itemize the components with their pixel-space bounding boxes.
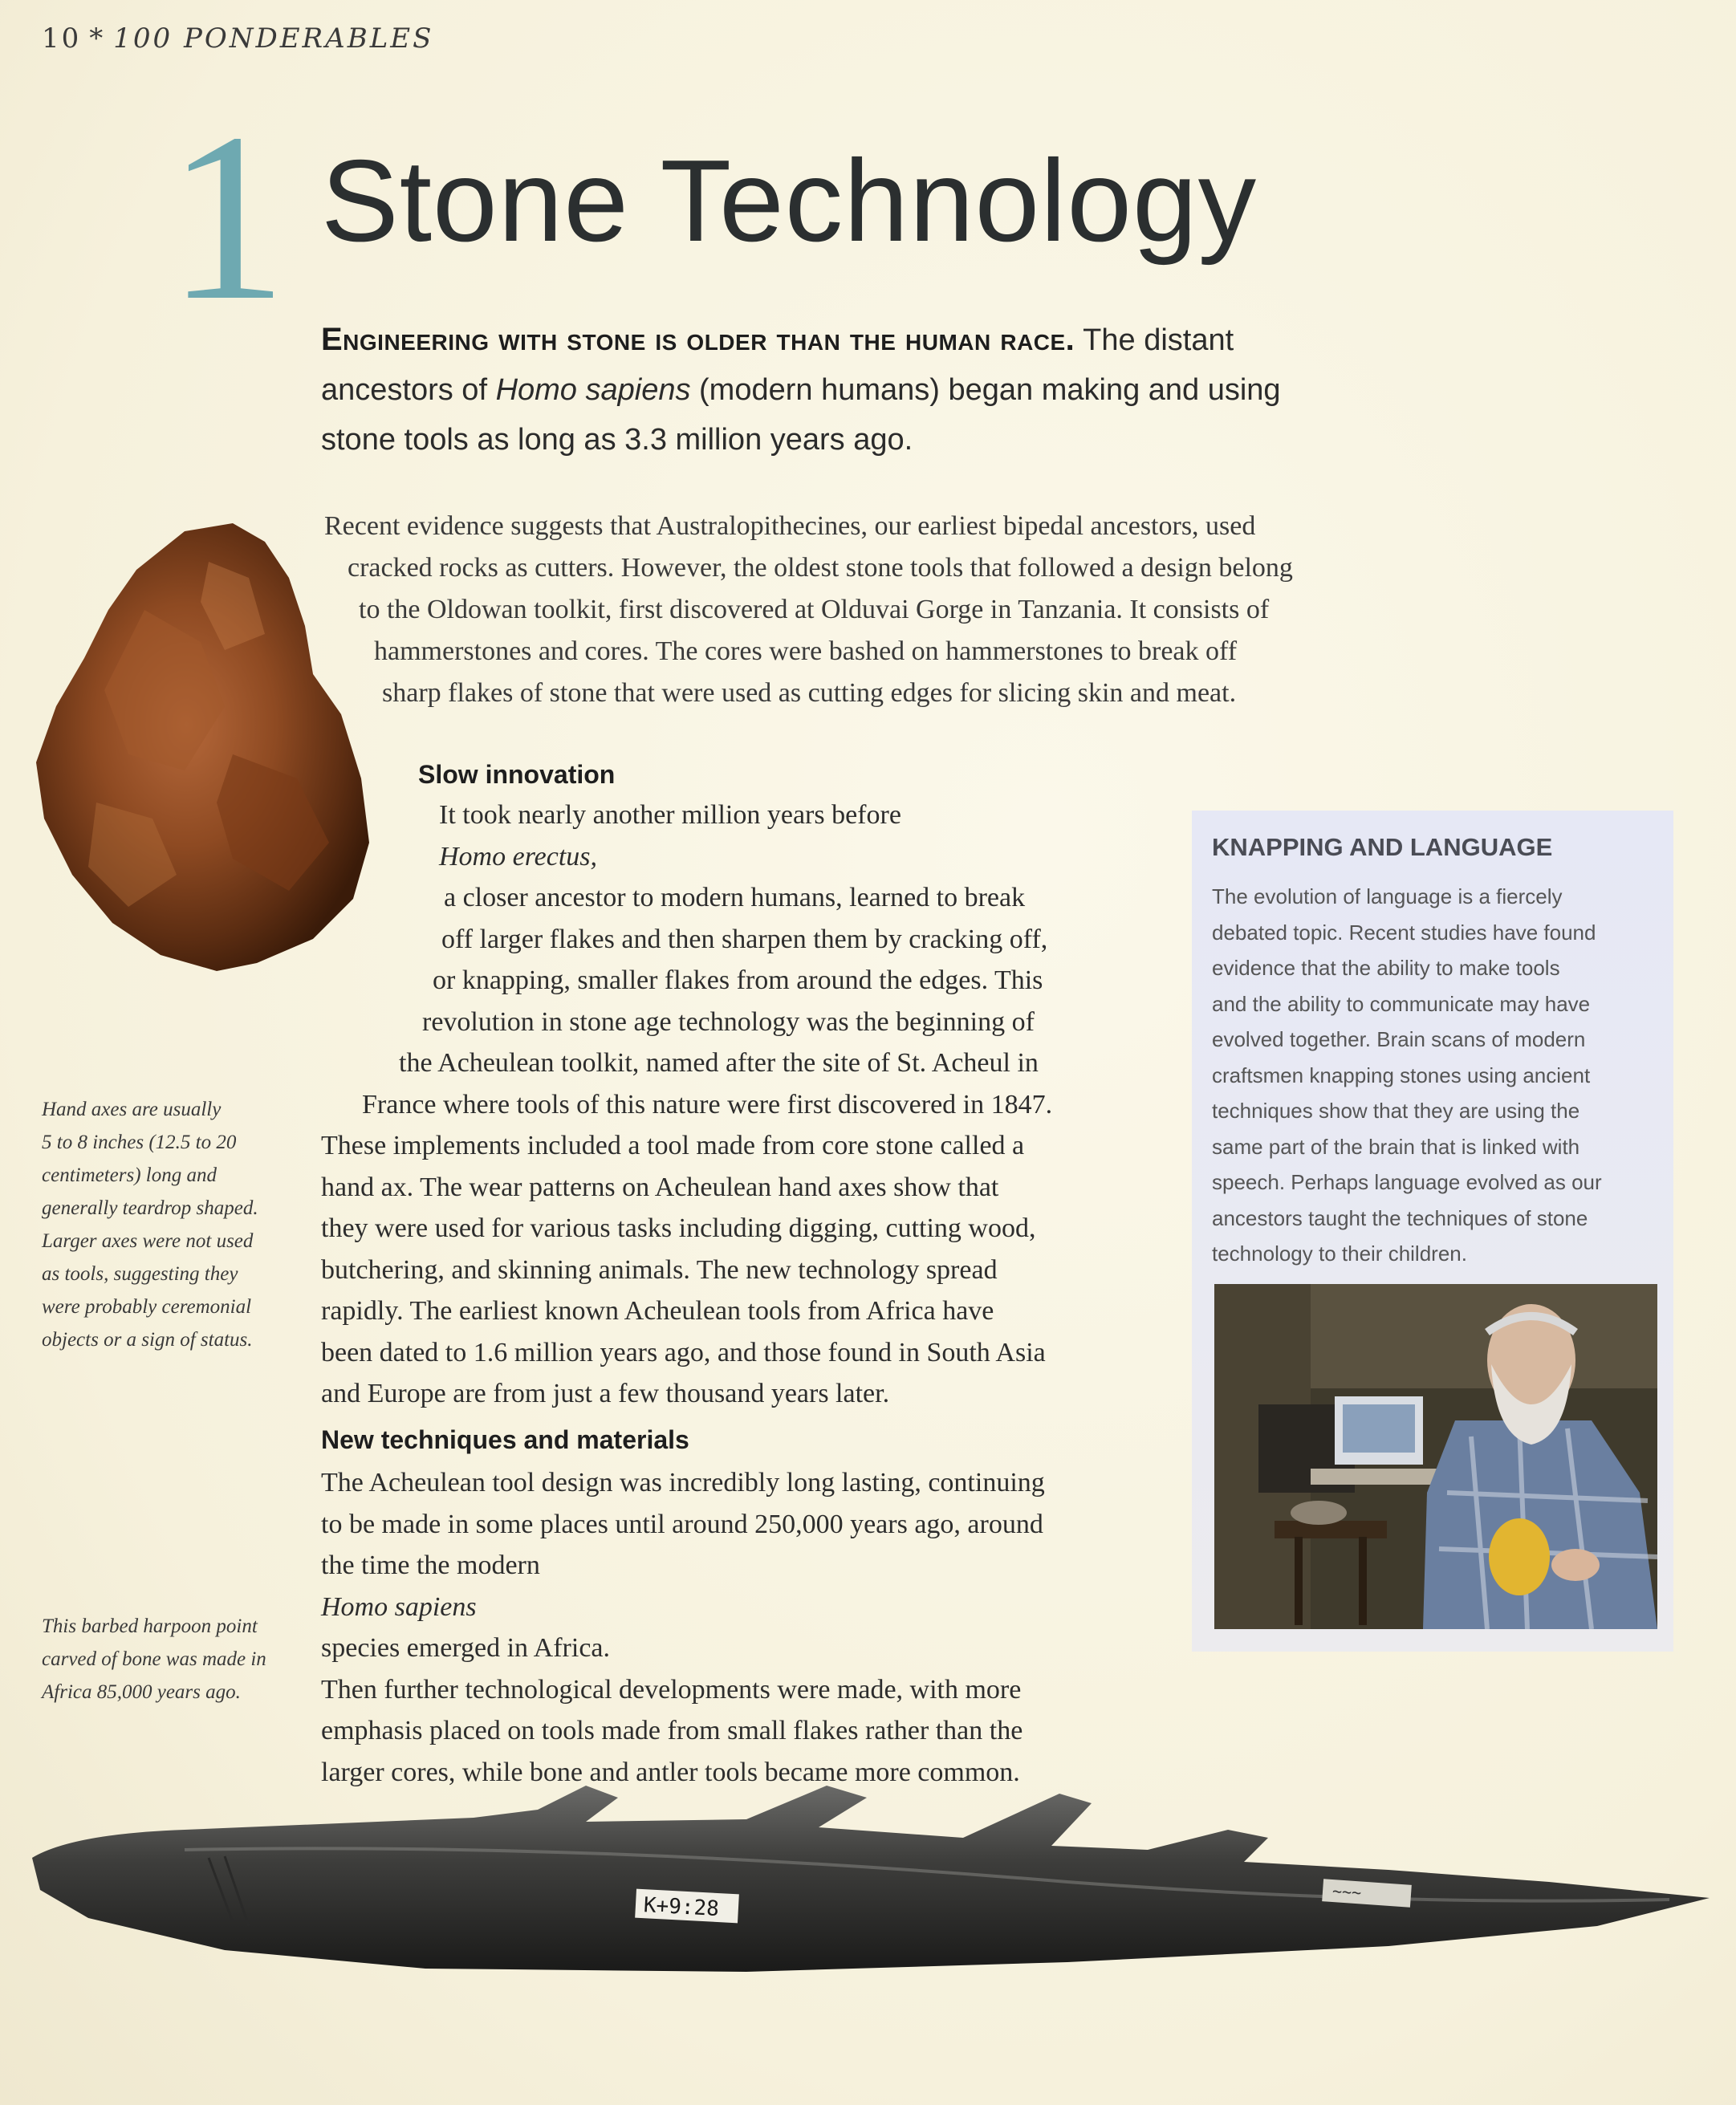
harpoon-label-right: ∼∼∼ bbox=[1331, 1881, 1362, 1903]
caption-line: Africa 85,000 years ago. bbox=[42, 1681, 241, 1703]
slow-innovation-body bbox=[321, 794, 1172, 1415]
body-line: or knapping, smaller flakes from around the edges. This bbox=[433, 965, 1043, 995]
intro-line: hammerstones and cores. The cores were bashed on hammerstones to break off bbox=[374, 636, 1238, 666]
sidebar-line: same part of the brain that is linked with bbox=[1212, 1134, 1580, 1159]
body-line: hand ax. The wear patterns on Acheulean hand axes show that bbox=[321, 1172, 999, 1202]
knapping-sidebar bbox=[1192, 811, 1673, 1652]
sidebar-line: technology to their children. bbox=[1212, 1241, 1467, 1266]
intro-paragraph bbox=[321, 506, 1413, 714]
body-line: butchering, and skinning animals. The new technology spread bbox=[321, 1254, 998, 1285]
caption-line: objects or a sign of status. bbox=[42, 1329, 253, 1351]
body-line bbox=[439, 794, 1172, 877]
sidebar-text bbox=[1212, 879, 1661, 1272]
slow-innovation-heading: Slow innovation bbox=[418, 760, 616, 789]
harpoon-image bbox=[24, 1762, 1718, 1994]
new-techniques-body bbox=[321, 1462, 1172, 1793]
body-line: emphasis placed on tools made from small flakes rather than the bbox=[321, 1716, 1023, 1745]
body-line-text: It took nearly another million years before bbox=[439, 800, 901, 830]
body-line: revolution in stone age technology was the beginning of bbox=[422, 1006, 1035, 1037]
hand-axe-caption bbox=[42, 1093, 299, 1356]
body-line-italic: Homo erectus, bbox=[439, 841, 598, 872]
body-line-italic: Homo sapiens bbox=[321, 1591, 477, 1622]
intro-line: Recent evidence suggests that Australopithecines, our earliest bipedal ancestors, used bbox=[324, 511, 1256, 541]
running-head bbox=[42, 22, 433, 55]
caption-line: generally teardrop shaped. bbox=[42, 1197, 258, 1219]
lead-line1-rest: The distant bbox=[1075, 323, 1234, 357]
body-line: the Acheulean toolkit, named after the site of St. Acheul in bbox=[399, 1048, 1039, 1078]
body-line: a closer ancestor to modern humans, learned to break bbox=[444, 883, 1026, 912]
body-line: been dated to 1.6 million years ago, and those found in South Asia bbox=[321, 1337, 1046, 1367]
caption-line: Larger axes were not used bbox=[42, 1230, 254, 1252]
body-line: Then further technological developments were made, with more bbox=[321, 1674, 1022, 1705]
new-techniques-heading: New techniques and materials bbox=[321, 1425, 689, 1454]
sidebar-line: debated topic. Recent studies have found bbox=[1212, 920, 1596, 945]
lead-line2-post: (modern humans) began making and using bbox=[690, 373, 1281, 407]
sidebar-line: craftsmen knapping stones using ancient bbox=[1212, 1063, 1591, 1087]
caption-line: were probably ceremonial bbox=[42, 1296, 252, 1318]
caption-line: as tools, suggesting they bbox=[42, 1263, 238, 1285]
caption-line: 5 to 8 inches (12.5 to 20 bbox=[42, 1132, 237, 1153]
body-line-text: species emerged in Africa. bbox=[321, 1633, 611, 1663]
intro-line: sharp flakes of stone that were used as cutting edges for slicing skin and meat. bbox=[382, 678, 1237, 708]
sidebar-line: evidence that the ability to make tools bbox=[1212, 956, 1560, 980]
sidebar-line: and the ability to communicate may have bbox=[1212, 991, 1591, 1016]
body-line: The Acheulean tool design was incredibly long lasting, continuing bbox=[321, 1468, 1045, 1497]
chapter-number: 1 bbox=[167, 83, 287, 350]
harpoon-label: K+9:28 bbox=[643, 1893, 720, 1922]
lead-line2-italic: Homo sapiens bbox=[495, 373, 691, 407]
body-line: off larger flakes and then sharpen them by cracking off, bbox=[441, 924, 1048, 954]
body-line: and Europe are from just a few thousand years later. bbox=[321, 1379, 890, 1408]
sidebar-line: evolved together. Brain scans of modern bbox=[1212, 1027, 1586, 1051]
chapter-title: Stone Technology bbox=[321, 136, 1258, 266]
body-line bbox=[321, 1545, 1172, 1669]
craftsman-photo bbox=[1214, 1284, 1657, 1629]
body-line: These implements included a tool made from core stone called a bbox=[321, 1131, 1025, 1160]
body-line: to be made in some places until around 250,000 years ago, around bbox=[321, 1509, 1043, 1539]
intro-line: cracked rocks as cutters. However, the oldest stone tools that followed a design belong bbox=[348, 553, 1293, 583]
caption-line: This barbed harpoon point bbox=[42, 1615, 258, 1637]
intro-line: to the Oldowan toolkit, first discovered at Olduvai Gorge in Tanzania. It consists of bbox=[359, 595, 1270, 624]
separator: * bbox=[89, 22, 106, 55]
lead-line3: stone tools as long as 3.3 million years ago. bbox=[321, 423, 913, 457]
harpoon-caption bbox=[42, 1610, 299, 1709]
lead-caps: Engineering with stone is older than the human race. bbox=[321, 322, 1075, 357]
lead-paragraph bbox=[321, 315, 1380, 465]
sidebar-line: The evolution of language is a fiercely bbox=[1212, 884, 1563, 908]
caption-line: Hand axes are usually bbox=[42, 1099, 222, 1120]
sidebar-line: ancestors taught the techniques of stone bbox=[1212, 1205, 1588, 1230]
caption-line: carved of bone was made in bbox=[42, 1648, 266, 1670]
body-line: they were used for various tasks including digging, cutting wood, bbox=[321, 1213, 1036, 1243]
book-title: 100 PONDERABLES bbox=[113, 22, 434, 55]
body-line: rapidly. The earliest known Acheulean tools from Africa have bbox=[321, 1296, 994, 1326]
lead-line2-pre: ancestors of bbox=[321, 373, 496, 407]
sidebar-line: speech. Perhaps language evolved as our bbox=[1212, 1170, 1602, 1194]
sidebar-line: techniques show that they are using the bbox=[1212, 1099, 1580, 1123]
sidebar-title: KNAPPING AND LANGUAGE bbox=[1212, 833, 1553, 861]
body-line: larger cores, while bone and antler tools became more common. bbox=[321, 1757, 1020, 1787]
body-line-text: the time the modern bbox=[321, 1550, 540, 1580]
caption-line: centimeters) long and bbox=[42, 1164, 218, 1186]
page-number: 10 bbox=[42, 22, 82, 55]
body-line: France where tools of this nature were first discovered in 1847. bbox=[362, 1089, 1053, 1120]
